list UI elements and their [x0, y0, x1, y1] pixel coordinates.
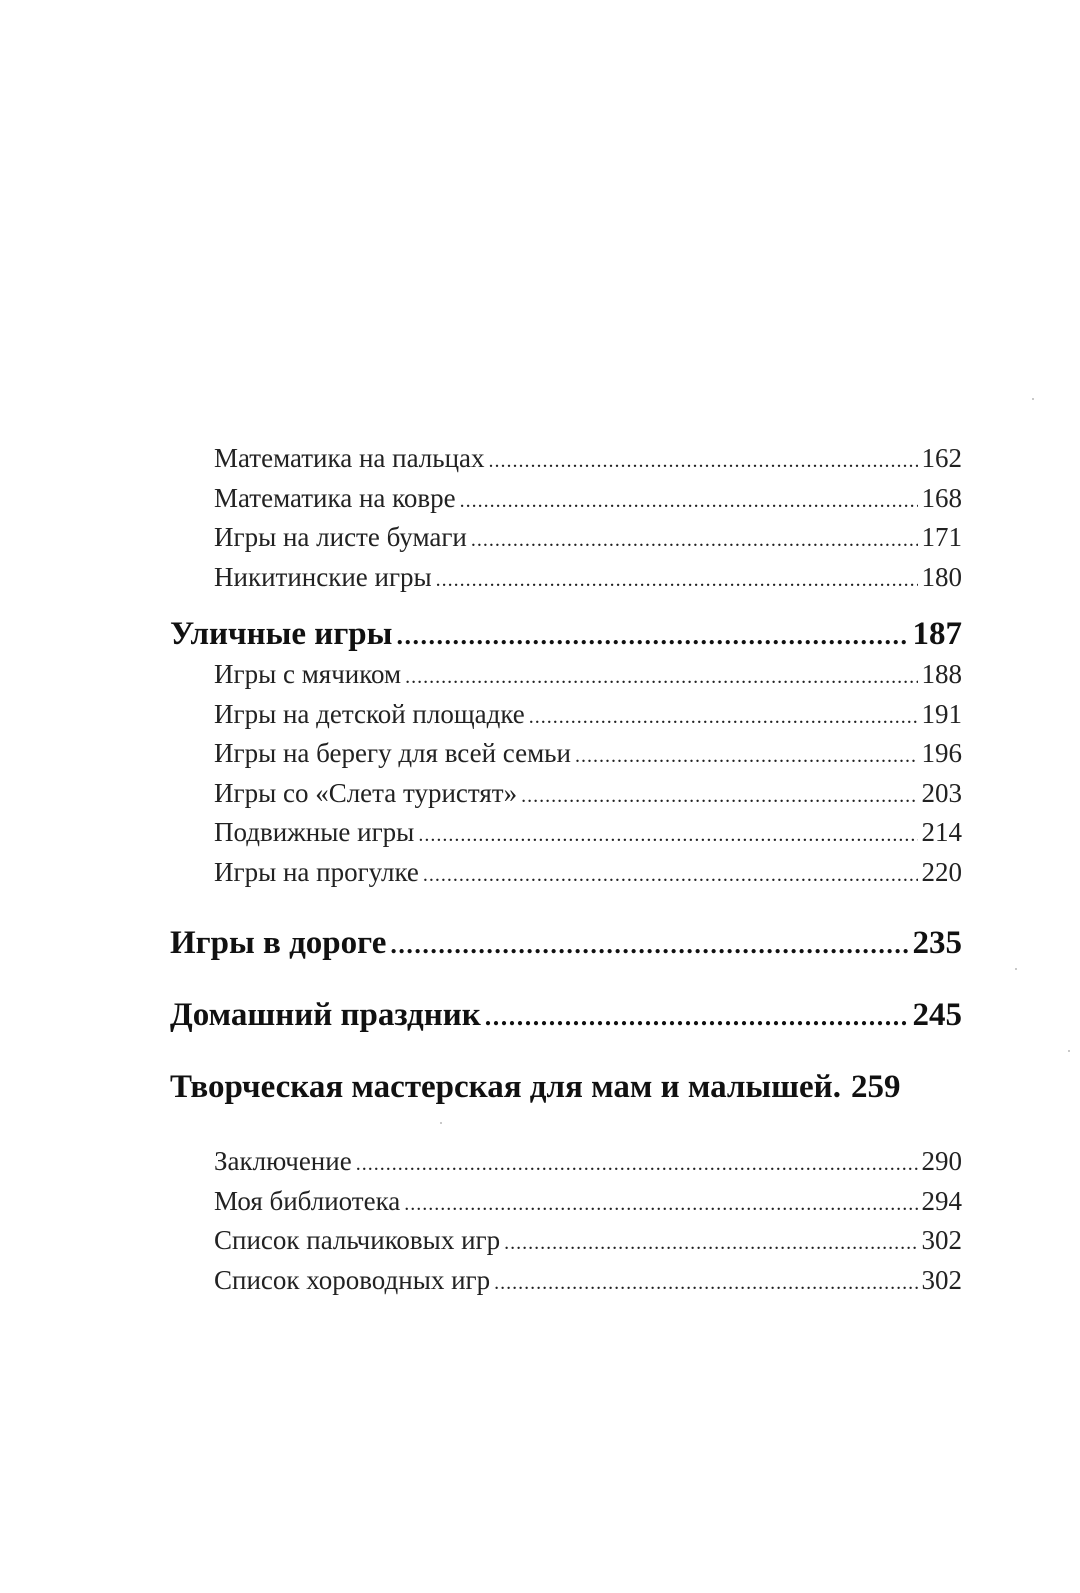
toc-entry-page: 302 — [921, 1264, 962, 1295]
scan-speck — [1032, 398, 1034, 400]
toc-entry-nikitin-games[interactable] — [170, 559, 962, 599]
spacer — [170, 893, 962, 923]
toc-entry-title: Игры с мячиком — [214, 659, 402, 689]
toc-entry-title: Игры на листе бумаги — [214, 522, 467, 552]
toc-chapter-page: 259 — [850, 1069, 901, 1105]
dot-leader — [390, 925, 908, 965]
scan-speck — [1068, 1050, 1070, 1052]
toc-entry-math-fingers[interactable] — [170, 440, 962, 480]
toc-entry-finger-games-list[interactable] — [170, 1222, 962, 1262]
toc-entry-title: Список хороводных игр — [214, 1264, 491, 1295]
toc-chapter-page: 235 — [912, 925, 962, 961]
dot-leader — [471, 522, 918, 559]
toc-entry-active-games[interactable] — [170, 814, 962, 854]
toc-entry-title: Заключение — [214, 1146, 352, 1176]
toc-entry-title: Игры на прогулке — [214, 856, 419, 887]
toc-entry-page: 203 — [921, 777, 962, 808]
spacer — [170, 1107, 962, 1143]
dot-leader — [418, 817, 917, 854]
toc-entry-walk-games[interactable] — [170, 854, 962, 894]
toc-entry-page: 214 — [921, 817, 962, 847]
toc-entry-title: Игры на детской площадке — [214, 698, 525, 729]
toc-entry-my-library[interactable] — [170, 1183, 962, 1223]
toc-entry-page: 294 — [921, 1185, 962, 1216]
dot-leader — [504, 1225, 917, 1262]
toc-entry-title: Список пальчиковых игр — [214, 1225, 501, 1255]
toc-entry-page: 290 — [921, 1146, 962, 1176]
table-of-contents — [170, 440, 962, 1301]
toc-entry-tourist-rally-games[interactable] — [170, 775, 962, 815]
toc-entry-title: Никитинские игры — [214, 561, 432, 592]
toc-entry-round-dance-games-list[interactable] — [170, 1262, 962, 1302]
dot-leader — [396, 616, 908, 656]
dot-leader — [404, 1186, 917, 1223]
toc-entry-title: Математика на ковре — [214, 482, 456, 513]
toc-entry-conclusion[interactable] — [170, 1143, 962, 1183]
toc-entry-page: 188 — [921, 659, 962, 689]
scan-speck — [440, 1122, 442, 1124]
dot-leader — [494, 1265, 917, 1302]
dot-leader — [405, 659, 917, 696]
toc-entry-title: Математика на пальцах — [214, 443, 485, 473]
dot-leader — [521, 778, 917, 815]
scan-speck — [1015, 968, 1017, 970]
spacer — [170, 965, 962, 995]
toc-entry-title: Игры на берегу для всей семьи — [214, 738, 571, 768]
toc-entry-page: 162 — [921, 443, 962, 473]
toc-entry-shore-games[interactable] — [170, 735, 962, 775]
toc-chapter-title: Игры в дороге — [170, 925, 387, 961]
toc-chapter-road-games[interactable] — [170, 923, 962, 965]
toc-entry-title: Моя библиотека — [214, 1185, 401, 1216]
toc-entry-math-carpet[interactable] — [170, 480, 962, 520]
spacer — [170, 1037, 962, 1067]
toc-entry-page: 171 — [921, 522, 962, 552]
spacer — [170, 598, 962, 614]
dot-leader — [423, 857, 918, 894]
toc-entry-page: 191 — [921, 698, 962, 729]
toc-entry-page: 302 — [921, 1225, 962, 1255]
toc-entry-page: 180 — [921, 561, 962, 592]
dot-leader — [436, 562, 918, 599]
toc-chapter-creative-workshop[interactable] — [170, 1067, 962, 1107]
toc-entry-title: Игры со «Слета туристят» — [214, 777, 518, 808]
toc-chapter-street-games[interactable] — [170, 614, 962, 656]
toc-chapter-title: Уличные игры — [170, 616, 393, 652]
toc-entry-page: 220 — [921, 856, 962, 887]
dot-leader — [575, 738, 918, 775]
dot-leader — [485, 997, 909, 1037]
toc-entry-paper-games[interactable] — [170, 519, 962, 559]
toc-entry-playground-games[interactable] — [170, 696, 962, 736]
toc-chapter-page: 245 — [912, 997, 962, 1033]
toc-chapter-title: Творческая мастерская для мам и малышей. — [170, 1069, 841, 1105]
toc-chapter-home-holiday[interactable] — [170, 995, 962, 1037]
toc-chapter-page: 187 — [912, 616, 962, 652]
toc-entry-page: 196 — [921, 738, 962, 768]
toc-chapter-title: Домашний праздник — [170, 997, 481, 1033]
toc-entry-ball-games[interactable] — [170, 656, 962, 696]
toc-entry-page: 168 — [921, 482, 962, 513]
dot-leader — [529, 699, 918, 736]
dot-leader — [356, 1146, 918, 1183]
dot-leader — [489, 443, 918, 480]
toc-entry-title: Подвижные игры — [214, 817, 415, 847]
dot-leader — [460, 483, 918, 520]
